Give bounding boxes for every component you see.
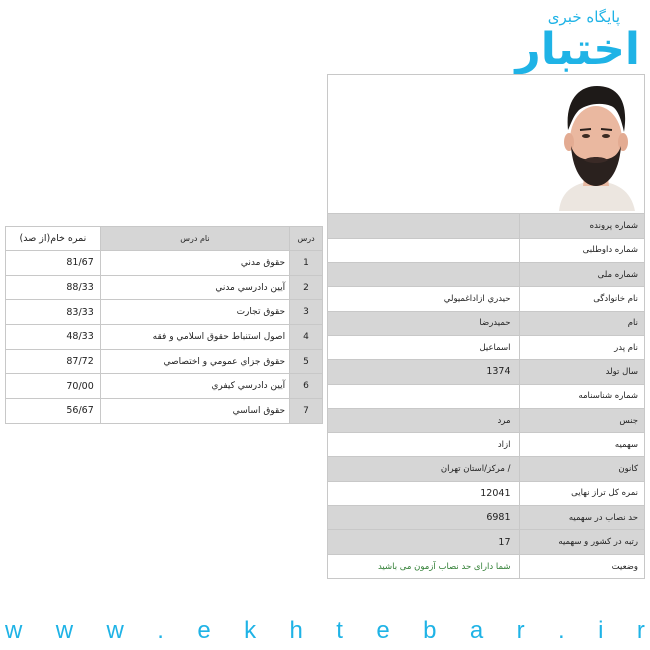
course-name: حقوق تجارت	[100, 300, 289, 325]
course-score: 83/33	[6, 300, 101, 325]
url-char: t	[336, 617, 343, 644]
status-message: شما دارای حد نصاب آزمون می باشید	[328, 554, 519, 578]
info-label: نام خانوادگی	[519, 287, 644, 311]
info-row-gender	[328, 408, 644, 432]
course-number: 2	[290, 275, 323, 300]
url-char: b	[423, 617, 437, 644]
table-row	[6, 349, 323, 374]
info-row-file-number	[328, 214, 644, 238]
url-char: r	[636, 617, 645, 644]
grades-header-row	[6, 227, 323, 251]
url-char: w	[106, 617, 124, 644]
candidate-info-card	[327, 74, 645, 579]
info-row-status	[328, 554, 644, 578]
table-row	[6, 325, 323, 350]
info-value: مرد	[328, 408, 519, 432]
course-number: 6	[290, 374, 323, 399]
table-row	[6, 251, 323, 276]
course-number: 7	[290, 399, 323, 424]
info-row-birth-year	[328, 360, 644, 384]
info-value: 1374	[328, 360, 519, 384]
info-row-father-name	[328, 335, 644, 359]
course-score: 87/72	[6, 349, 101, 374]
website-url	[0, 618, 650, 644]
course-number: 1	[290, 251, 323, 276]
course-name: آيين دادرسي مدني	[100, 275, 289, 300]
url-char: .	[558, 617, 565, 644]
info-value: حيدري ازاداغميولي	[328, 287, 519, 311]
site-logo	[515, 6, 640, 76]
course-score: 88/33	[6, 275, 101, 300]
grades-table	[5, 226, 323, 424]
info-label: شماره پرونده	[519, 214, 644, 238]
info-row-bar-association	[328, 457, 644, 481]
course-score: 56/67	[6, 399, 101, 424]
table-row	[6, 275, 323, 300]
header-course-name: نام درس	[100, 227, 289, 251]
info-label: نام	[519, 311, 644, 335]
url-char: i	[598, 617, 604, 644]
photo-area	[328, 75, 644, 214]
table-row	[6, 374, 323, 399]
url-char: k	[244, 617, 257, 644]
info-label: شماره داوطلبی	[519, 238, 644, 262]
info-label: نام پدر	[519, 335, 644, 359]
info-value	[328, 263, 519, 287]
info-value	[328, 238, 519, 262]
candidate-info-table	[328, 214, 644, 578]
info-value	[328, 384, 519, 408]
course-name: حقوق جزاي عمومي و اختصاصي	[100, 349, 289, 374]
info-label: نمره کل تراز نهایی	[519, 481, 644, 505]
info-value: اسماعيل	[328, 335, 519, 359]
table-row	[6, 399, 323, 424]
info-row-national-id	[328, 263, 644, 287]
info-row-id-card-number	[328, 384, 644, 408]
url-char: w	[5, 617, 23, 644]
header-raw-score: نمره خام(از صد)	[6, 227, 101, 251]
course-name: آيين دادرسي كيفري	[100, 374, 289, 399]
info-row-final-score	[328, 481, 644, 505]
url-char: w	[55, 617, 74, 644]
course-score: 81/67	[6, 251, 101, 276]
course-number: 4	[290, 325, 323, 350]
course-number: 3	[290, 300, 323, 325]
table-row	[6, 300, 323, 325]
url-char: e	[197, 617, 211, 644]
info-value: حميدرضا	[328, 311, 519, 335]
info-value: 12041	[328, 481, 519, 505]
course-name: حقوق مدني	[100, 251, 289, 276]
url-char: a	[469, 617, 484, 644]
info-row-first-name	[328, 311, 644, 335]
url-char: h	[289, 617, 303, 644]
info-label: سهمیه	[519, 433, 644, 457]
info-value: / مرکز/استان تهران	[328, 457, 519, 481]
course-name: حقوق اساسي	[100, 399, 289, 424]
info-label: شماره شناسنامه	[519, 384, 644, 408]
url-char: r	[516, 617, 525, 644]
info-value: ازاد	[328, 433, 519, 457]
url-char: .	[157, 617, 164, 644]
info-label: شماره ملی	[519, 263, 644, 287]
info-row-quota	[328, 433, 644, 457]
info-label: حد نصاب در سهمیه	[519, 506, 644, 530]
info-label: رتبه در کشور و سهمیه	[519, 530, 644, 554]
course-score: 48/33	[6, 325, 101, 350]
info-label: کانون	[519, 457, 644, 481]
info-label: جنس	[519, 408, 644, 432]
logo-subtitle: پایگاه خبری	[547, 8, 620, 26]
info-label: سال تولد	[519, 360, 644, 384]
info-value: 6981	[328, 506, 519, 530]
course-number: 5	[290, 349, 323, 374]
candidate-photo	[551, 78, 641, 211]
info-row-candidate-number	[328, 238, 644, 262]
logo-title: اختبار	[515, 24, 640, 75]
url-char: e	[376, 617, 390, 644]
course-score: 70/00	[6, 374, 101, 399]
person-portrait-icon	[551, 78, 641, 211]
info-value	[328, 214, 519, 238]
header-course-number: درس	[290, 227, 323, 251]
info-row-last-name	[328, 287, 644, 311]
info-row-quota-threshold	[328, 506, 644, 530]
info-label: وضعیت	[519, 554, 644, 578]
info-row-rank	[328, 530, 644, 554]
course-name: اصول استنباط حقوق اسلامي و فقه	[100, 325, 289, 350]
info-value: 17	[328, 530, 519, 554]
